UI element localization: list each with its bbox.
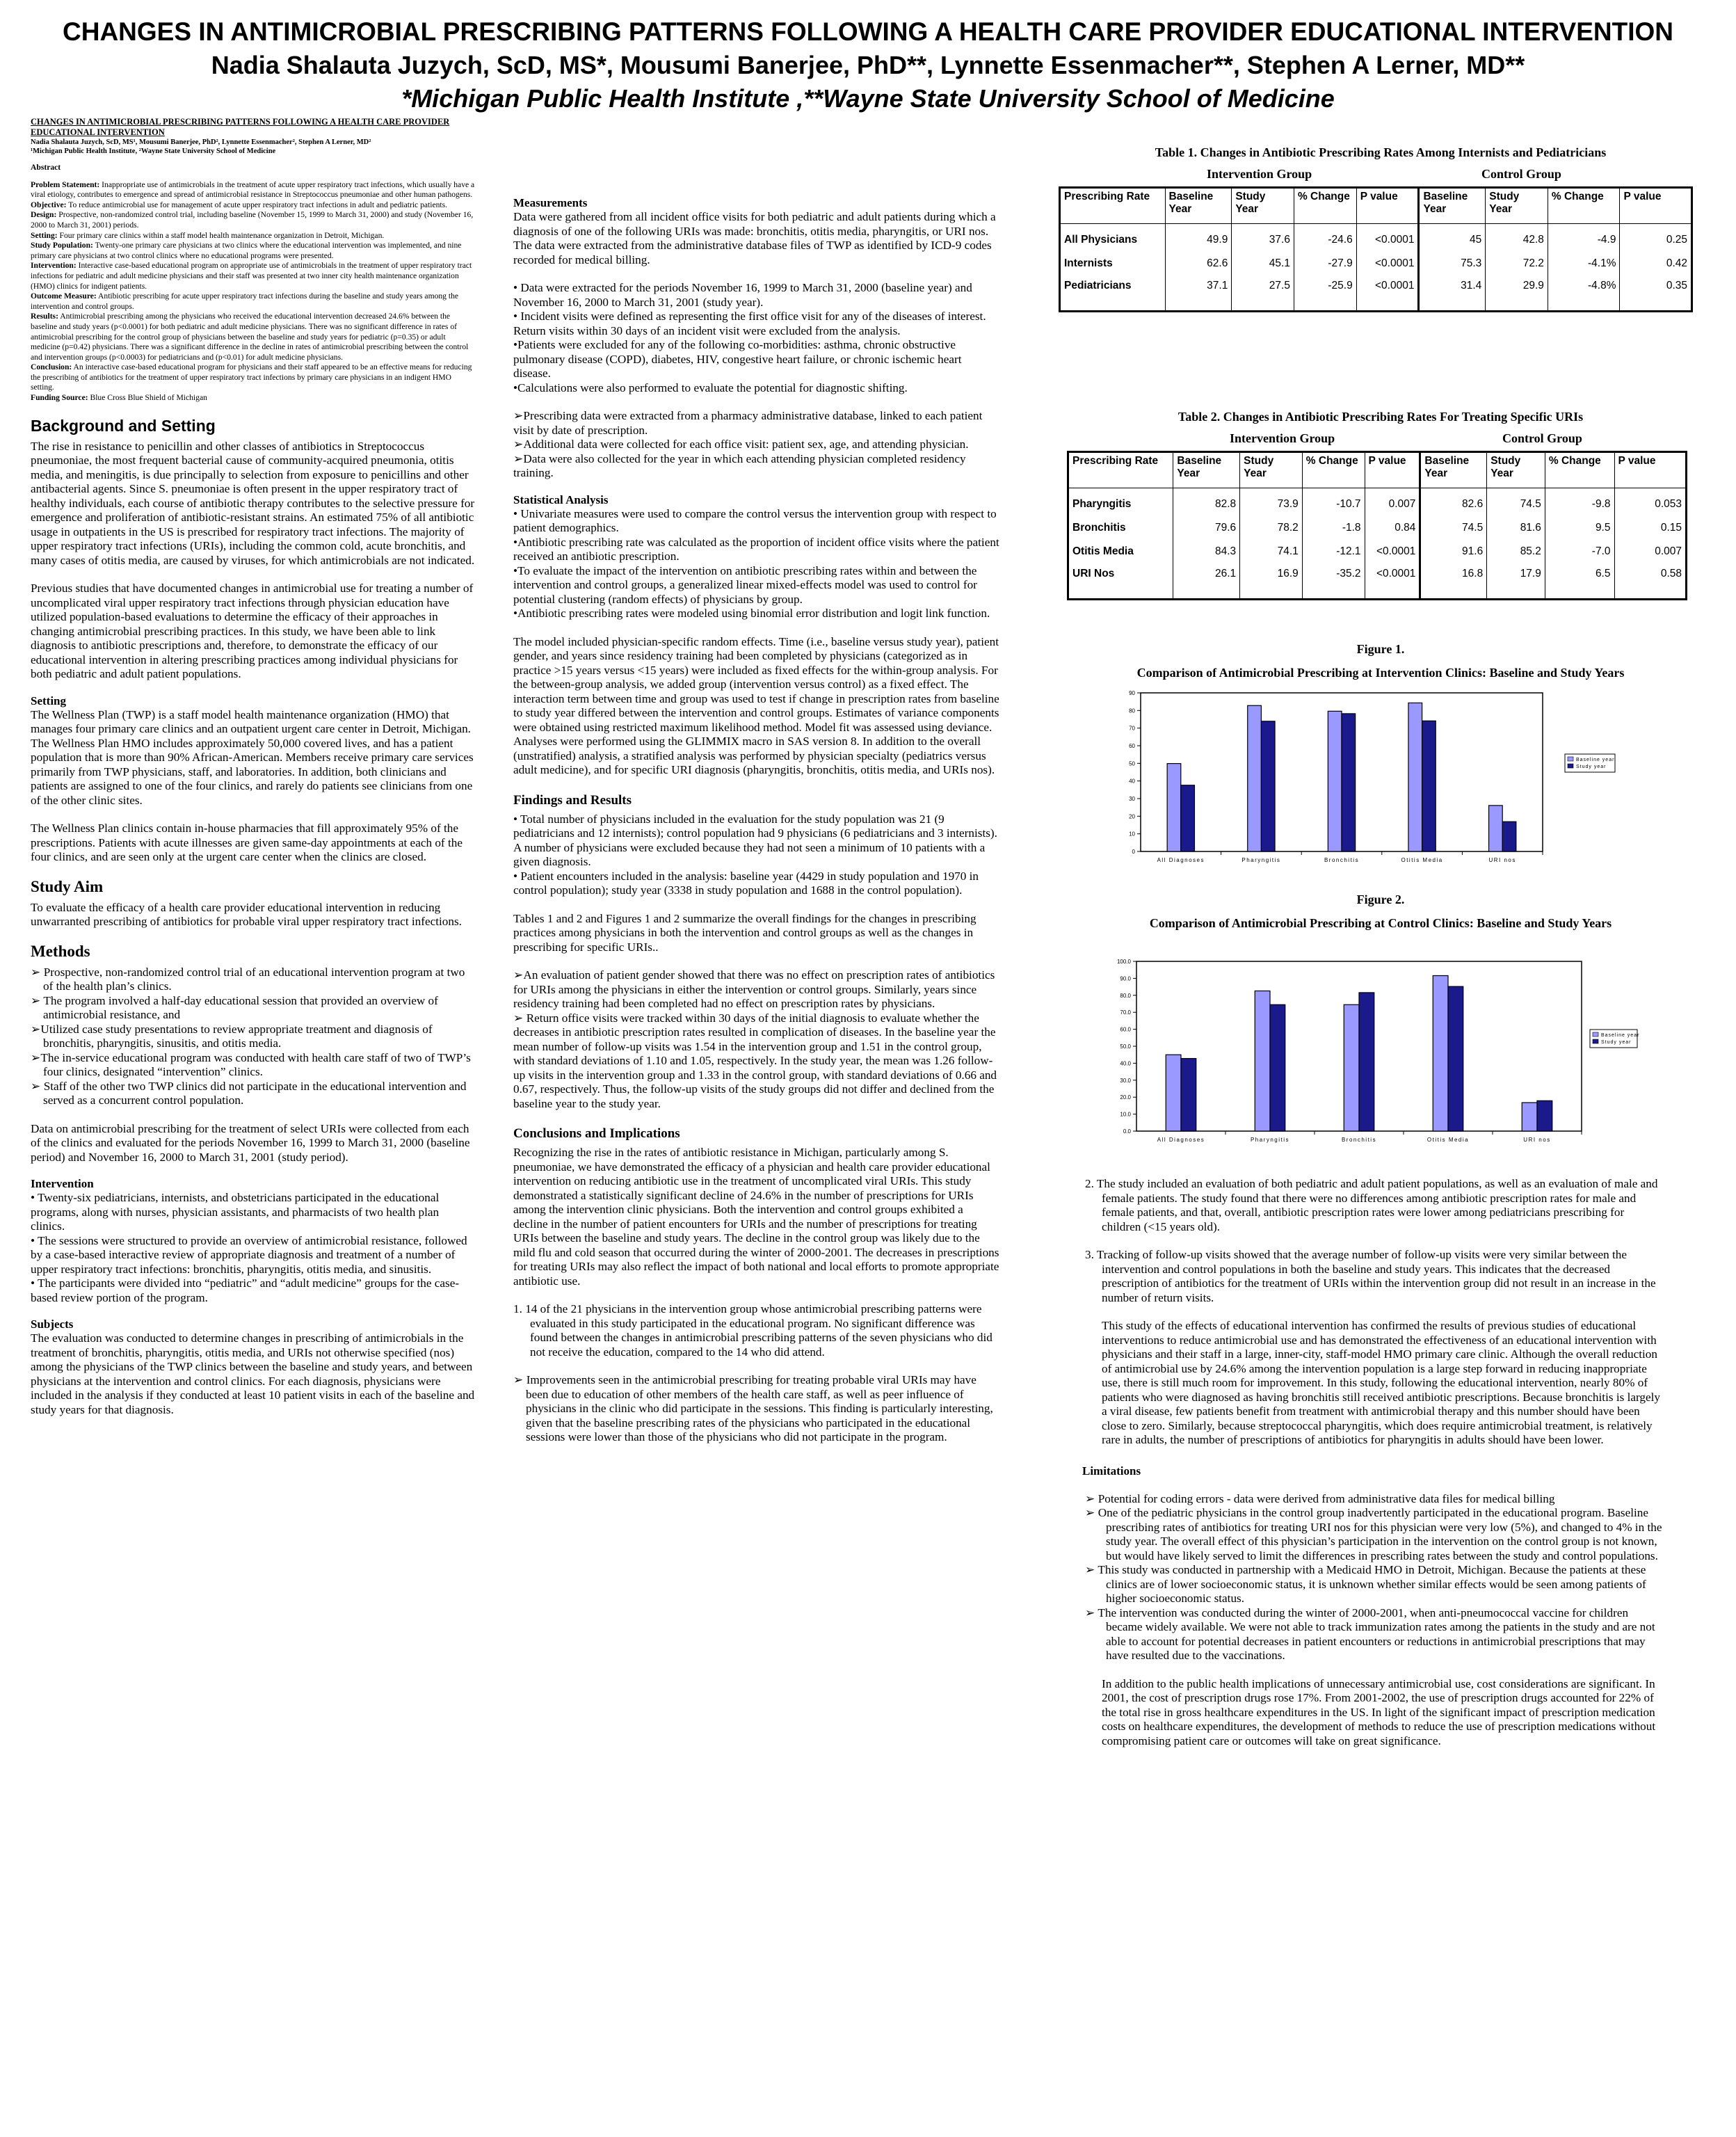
y-tick-label: 0 [1132, 849, 1135, 855]
setting-heading: Setting [31, 694, 66, 707]
table-header-cell: P value [1356, 188, 1419, 224]
table-cell: -4.8% [1548, 275, 1620, 312]
y-tick-label: 0.0 [1123, 1128, 1131, 1135]
table-cell: 75.3 [1419, 252, 1486, 275]
table2-caption: Table 2. Changes in Antibiotic Prescribing Rates For Treating Specific URIs [1178, 410, 1584, 424]
poster-authors: Nadia Shalauta Juzych, ScD, MS*, Mousumi Banerjee, PhD**, Lynnette Essenmacher**, Stephen A Lerner, MD** [211, 51, 1525, 79]
bar-study-year [1422, 721, 1436, 851]
methods-bullet-list [31, 966, 476, 1108]
table-cell: 0.007 [1365, 488, 1420, 516]
y-tick-label: 30 [1129, 796, 1135, 802]
table-header-row [1068, 452, 1687, 488]
x-tick-label: All Diagnoses [1157, 1137, 1205, 1143]
table-cell: 37.1 [1165, 275, 1232, 312]
results-item-3: 3. Tracking of follow-up visits showed that the average number of follow-up visits were very similar between the intervention and control populations in both the baseline and study years. This indicates that the decreased prescription of antibiotics for the treatment of URIs within the intervention group did not result in an increase in the number of return visits. [1085, 1248, 1656, 1304]
table-cell: 27.5 [1232, 275, 1294, 312]
table-cell: 17.9 [1487, 563, 1545, 600]
table-cell: -7.0 [1545, 540, 1614, 563]
y-tick-label: 10 [1129, 831, 1135, 838]
table-cell: 45 [1419, 224, 1486, 252]
table-header-cell: Prescribing Rate [1068, 452, 1173, 488]
abstract-item [31, 261, 476, 291]
abstract-item-text: Antimicrobial prescribing among the physicians who received the educational intervention decreased 24.6% between the baseline and study years (p<0.0001) for both pediatric and adult medicine physicians. There was no significant difference in rates of antimicrobial prescribing for the control group of physicians between the baseline and study years for pediatric (p=0.35) or adult medicine (p=0.42) physicians. There was a significant difference in the decline in rates of antimicrobial prescribing between the control and intervention groups (p<0.0003) for pediatricians and (p<0.01) for adult medicine physicians. [31, 312, 469, 362]
measurements-arrow-item: ➢Prescribing data were extracted from a pharmacy administrative database, linked to each patient visit by date of prescription. [513, 409, 983, 437]
table-cell: 79.6 [1173, 516, 1240, 540]
bar-baseline-year [1166, 1055, 1181, 1131]
limitation-item: ➢ One of the pediatric physicians in the control group inadvertently participated in the educational program. Baseline prescribing rates of antibiotics for treating URI nos for this physician were very low (5%), and changed to 4% in the study year. The overall effect of this physician’s participation in the intervention on the control group is not known, but would have likely served to limit the differences in prescribing rates between the study and control populations. [1085, 1506, 1662, 1562]
table-cell: 74.5 [1420, 516, 1487, 540]
bar-study-year [1261, 721, 1275, 851]
table2-group-labels [1057, 431, 1704, 451]
table-cell: 74.1 [1240, 540, 1303, 563]
table1-group-labels [1057, 167, 1704, 186]
column-left [31, 117, 476, 1417]
limitations-list [1085, 1492, 1662, 1663]
table-cell: 42.8 [1486, 224, 1548, 252]
bar-study-year [1502, 822, 1516, 851]
measurements-arrow-item: ➢Additional data were collected for each office visit: patient sex, age, and attending physician. [513, 438, 969, 451]
abstract-items [31, 180, 476, 403]
background-paragraph-2: Previous studies that have documented changes in antimicrobial use for treating a number of uncomplicated viral upper respiratory tract infections through physician education have utilized population-based evaluations to determine the efficacy of their approaches in changing antimicrobial prescribing practices. In this study, we have been able to link diagnosis to antibiotic prescriptions and, therefore, to demonstrate the efficacy of our educational intervention in altering prescribing practices among individual physicians for both pediatric and adult patient populations. [31, 582, 474, 681]
x-tick-label: All Diagnoses [1157, 857, 1205, 863]
abstract-item-text: Antibiotic prescribing for acute upper respiratory tract infections during the baseline and study years among the intervention and control groups. [31, 291, 459, 311]
table-row-label: All Physicians [1060, 224, 1166, 252]
table-cell: 72.2 [1486, 252, 1548, 275]
abstract-item-label: Study Population: [31, 241, 93, 250]
table2-group-control: Control Group [1502, 431, 1582, 445]
table-cell: 84.3 [1173, 540, 1240, 563]
column-middle [513, 196, 1000, 1445]
legend-label: Study year [1576, 765, 1607, 769]
intervention-bullet: • Twenty-six pediatricians, internists, and obstetricians participated in the educational programs, along with nurses, physician assistants, and pharmacists of two health plan clinics. [31, 1191, 440, 1233]
bar-baseline-year [1489, 806, 1503, 851]
limitation-item: ➢ The intervention was conducted during the winter of 2000-2001, when anti-pneumococcal vaccine for children became widely available. We were not able to track immunization rates among the patients in the study and are not able to account for potential decreases in patient encounters or reductions in antimicrobial prescriptions that may have resulted due to the vaccinations. [1085, 1606, 1655, 1662]
findings-heading: Findings and Results [513, 792, 632, 808]
abstract-item-label: Problem Statement: [31, 179, 100, 189]
table-cell: 6.5 [1545, 563, 1614, 600]
poster-affiliations: *Michigan Public Health Institute ,**Wayne State University School of Medicine [401, 84, 1335, 113]
figure1-title: Comparison of Antimicrobial Prescribing at Intervention Clinics: Baseline and Study Years [1136, 666, 1625, 680]
x-tick-label: URI nos [1488, 857, 1516, 863]
statistical-analysis-heading: Statistical Analysis [513, 493, 609, 506]
table1-caption: Table 1. Changes in Antibiotic Prescribing Rates Among Internists and Pediatricians [1155, 145, 1607, 159]
methods-bullet: ➢ The program involved a half-day educational session that provided an overview of antimicrobial resistance, and [31, 993, 438, 1022]
table-header-cell: P value [1365, 452, 1420, 488]
figure2-caption-block [1057, 892, 1704, 931]
figure1-chart [1120, 689, 1634, 870]
table1 [1059, 186, 1693, 312]
abstract-item-text: To reduce antimicrobial use for management of acute upper respiratory tract infections in adult and pediatric patients. [66, 200, 448, 209]
table-header-cell: % Change [1294, 188, 1356, 224]
table-cell: 49.9 [1165, 224, 1232, 252]
table-cell: <0.0001 [1356, 224, 1419, 252]
legend-label: Baseline year [1601, 1033, 1640, 1038]
table-cell: 0.25 [1620, 224, 1692, 252]
poster-title: CHANGES IN ANTIMICROBIAL PRESCRIBING PATTERNS FOLLOWING A HEALTH CARE PROVIDER EDUCATIONAL INTERVENTION [63, 17, 1673, 46]
x-tick-label: Bronchitis [1341, 1137, 1377, 1143]
y-tick-label: 80 [1129, 707, 1135, 714]
intervention-heading: Intervention [31, 1177, 94, 1191]
table-cell: 0.42 [1620, 252, 1692, 275]
background-paragraph-1: The rise in resistance to penicillin and other classes of antibiotics in Streptococcus pneumoniae, the most frequent bacterial cause of community-acquired pneumonia, otitis media, and meningitis, is due principally to selection from exposure to penicillins and other antibacterial agents. Since S. pneumoniae is often present in the upper respiratory tract of healthy individuals, each course of antibiotic therapy contributes to the selective pressure for emergence and proliferation of antibiotic-resistant strains. An estimated 75% of all antibiotic usage in outpatients in the US is prescribed for respiratory tract infections. The majority of upper respiratory tract infections (URIs), including the common cold, acute bronchitis, and many cases of otitis media, are caused by viruses, for which antimicrobials are not indicated. [31, 439, 475, 567]
poster-header [0, 15, 1736, 115]
table-cell: 74.5 [1487, 488, 1545, 516]
setting-paragraph-1: The Wellness Plan (TWP) is a staff model health maintenance organization (HMO) that manages four primary care clinics and an outpatient urgent care center in Detroit, Michigan. The Wellness Plan HMO includes approximately 50,000 covered lives, and has a patient population that is more than 90% African-American. Members receive primary care services primarily from TWP physicians, staff, and laboratories. In addition, both clinicians and patients are assigned to one of the four clinics, and rarely do patients see clinicians from one of the other clinic sites. [31, 707, 474, 807]
table-header-cell: Baseline Year [1173, 452, 1240, 488]
bar-study-year [1181, 1059, 1196, 1131]
intervention-bullet: • The sessions were structured to provide an overview of antimicrobial resistance, followed by a case-based interactive review of appropriate diagnosis and treatment of a number of upper respiratory tract infections: bronchitis, pharyngitis, otitis media, and sinusitis. [31, 1233, 467, 1276]
measurements-heading: Measurements [513, 196, 588, 209]
results-item-2: 2. The study included an evaluation of both pediatric and adult patient populations, as well as an evaluation of male and female patients. The study found that there were no differences among antibiotic prescription rates for male and female patients, and that, overall, antibiotic prescription rates were lower among pediatricians prescribing for children (<15 years old). [1085, 1177, 1658, 1233]
conclusions-heading: Conclusions and Implications [513, 1126, 680, 1141]
table2-group-intervention: Intervention Group [1230, 431, 1335, 445]
x-tick-label: Otitis Media [1426, 1137, 1470, 1143]
findings-arrows [513, 968, 1000, 1111]
y-tick-label: 90.0 [1120, 975, 1131, 982]
abstract-item-text: Interactive case-based educational program on appropriate use of antimicrobials in the treatment of upper respiratory tract infections for pediatric and adult medicine physicians and their staff was presented at two inner city health maintenance organization (HMO) clinics for indigent patients. [31, 261, 472, 291]
table-row-label: Bronchitis [1068, 516, 1173, 540]
study-aim-heading: Study Aim [31, 877, 104, 895]
abstract-item [31, 312, 476, 362]
abstract-item-text: Twenty-one primary care physicians at two clinics where the educational intervention was implemented, and nine primary care physicians at two control clinics where no educational programs were presented. [31, 241, 462, 260]
legend-swatch [1593, 1039, 1598, 1043]
table-header-cell: Study Year [1232, 188, 1294, 224]
table-row-label: Pediatricians [1060, 275, 1166, 312]
bar-baseline-year [1167, 764, 1181, 851]
y-tick-label: 40 [1129, 778, 1135, 785]
measurements-bullet: • Data were extracted for the periods November 16, 1999 to March 31, 2000 (baseline year) and November 16, 2000 to March 31, 2001 (study year). [513, 281, 972, 309]
abstract-authors: Nadia Shalauta Juzych, ScD, MS¹, Mousumi Banerjee, PhD², Lynnette Essenmacher², Stephen A Lerner, MD² [31, 138, 371, 146]
table-cell: 0.007 [1614, 540, 1687, 563]
findings-arrow-item: ➢An evaluation of patient gender showed that there was no effect on prescription rates of antibiotics for URIs among the physicians in either the intervention or control groups. Similarly, years since residency training had been completed had no effect on prescription rates by physicians. [513, 968, 995, 1010]
abstract-item [31, 362, 476, 393]
table-row [1060, 275, 1692, 312]
bar-baseline-year [1433, 975, 1448, 1131]
bar-study-year [1342, 714, 1356, 851]
table-cell: -9.8 [1545, 488, 1614, 516]
table-row [1068, 563, 1687, 600]
table-header-cell: Prescribing Rate [1060, 188, 1166, 224]
table-cell: 85.2 [1487, 540, 1545, 563]
table-row-label: URI Nos [1068, 563, 1173, 600]
statistical-bullet: •Antibiotic prescribing rate was calculated as the proportion of incident office visits where the patient received an antibiotic prescription. [513, 535, 999, 563]
abstract-item [31, 291, 476, 312]
statistical-bullet: •To evaluate the impact of the intervention on antibiotic prescribing rates within and between the intervention and control groups, a generalized linear mixed-effects model was used to control for potential clustering (random effects) of physicians by group. [513, 563, 977, 606]
table1-block [1057, 145, 1704, 312]
bar-baseline-year [1344, 1005, 1359, 1131]
abstract-heading: Abstract [31, 163, 61, 172]
bar-baseline-year [1248, 705, 1262, 851]
table-cell: <0.0001 [1365, 540, 1420, 563]
table-cell: 16.8 [1420, 563, 1487, 600]
y-tick-label: 80.0 [1120, 992, 1131, 999]
abstract-item [31, 210, 476, 230]
table-header-cell: % Change [1548, 188, 1620, 224]
table-header-cell: P value [1614, 452, 1687, 488]
subjects-heading: Subjects [31, 1318, 74, 1331]
abstract-item-label: Design: [31, 210, 57, 220]
findings-paragraph: Tables 1 and 2 and Figures 1 and 2 summarize the overall findings for the changes in prescribing practices among physicians in both the intervention and control groups as well as the changes in prescribing for specific URIs.. [513, 911, 976, 954]
abstract-item [31, 180, 476, 200]
bar-study-year [1448, 986, 1463, 1131]
table-cell: <0.0001 [1356, 275, 1419, 312]
legend-label: Baseline year [1576, 758, 1615, 762]
table-row [1068, 516, 1687, 540]
table-cell: 37.6 [1232, 224, 1294, 252]
table-cell: 91.6 [1420, 540, 1487, 563]
table1-group-intervention: Intervention Group [1207, 167, 1312, 181]
statistical-bullets [513, 507, 1000, 621]
measurements-paragraph: Data were gathered from all incident office visits for both pediatric and adult patients during which a diagnosis of one of the following URIs was made: bronchitis, otitis media, pharyngitis, or URI nos. The data were extracted from the administrative database files of TWP as identified by ICD-9 codes recorded for medical billing. [513, 210, 996, 266]
table-cell: 81.6 [1487, 516, 1545, 540]
legend-swatch [1568, 764, 1573, 768]
figure1-caption-block [1057, 641, 1704, 680]
table2 [1067, 451, 1687, 600]
table-cell: -12.1 [1302, 540, 1365, 563]
bar-baseline-year [1522, 1103, 1537, 1131]
table-cell: <0.0001 [1356, 252, 1419, 275]
abstract-item-text: Inappropriate use of antimicrobials in the treatment of acute upper respiratory tract infections, which usually have a viral etiology, contributes to emergence and spread of antimicrobial resistance in Streptococcus pneumoniae and other human pathogens. [31, 179, 475, 200]
table-cell: -35.2 [1302, 563, 1365, 600]
abstract-item-text: Four primary care clinics within a staff model health maintenance organization in Detroit, Michigan. [57, 230, 385, 240]
cost-paragraph: In addition to the public health implications of unnecessary antimicrobial use, cost considerations are significant. In 2001, the cost of prescription drugs rose 17%. From 2001-2002, the use of prescription drugs accounted for 22% of the total rise in gross healthcare expenditures in the US. In light of the significant impact of prescription medication costs on healthcare expenditures, the development of methods to reduce the use of prescription medications without compromising patient care or outcomes will take on great significance. [1102, 1676, 1656, 1747]
table-row [1060, 252, 1692, 275]
table-header-cell: Study Year [1487, 452, 1545, 488]
table-row [1060, 224, 1692, 252]
table-cell: 82.8 [1173, 488, 1240, 516]
table-cell: -10.7 [1302, 488, 1365, 516]
abstract-item-label: Objective: [31, 200, 67, 209]
table-cell: -1.8 [1302, 516, 1365, 540]
bar-study-year [1537, 1100, 1552, 1131]
subjects-paragraph: The evaluation was conducted to determine changes in prescribing of antimicrobials in the treatment of bronchitis, pharyngitis, otitis media, and URIs not otherwise specified (nos) among the physicians of the TWP clinics between the baseline and study years, and between physicians at the intervention and control clinics. For each diagnosis, physicians were included in the analysis if they conducted at least 10 patient visits in each of the baseline and study years for that diagnosis. [31, 1331, 475, 1416]
table-cell: -25.9 [1294, 275, 1356, 312]
statistical-paragraph: The model included physician-specific random effects. Time (i.e., baseline versus study year), patient gender, and years since residency training had been completed by physicians (categorized as in practice >15 years versus <15 years) were included as fixed effects for the within-group analysis. For the between-group analysis, we added group (intervention versus control) as a fixed effect. The interaction term between time and group was used to test if change in prescription rates from baseline to study year differed between the intervention and control groups. Estimates of variance components were obtained using restricted maximum likelihood method. Model fit was assessed using deviance. Analyses were performed using the GLIMMIX macro in SAS version 8. In addition to the overall (unstratified) analysis, a stratified analysis was performed by physician specialty (pediatrics versus adult medicine), and for specific URI diagnosis (pharyngitis, bronchitis, otitis media, and URIs nos). [513, 634, 999, 776]
abstract-box [31, 117, 476, 403]
table-cell: 0.84 [1365, 516, 1420, 540]
abstract-item [31, 241, 476, 261]
table-cell: 45.1 [1232, 252, 1294, 275]
table-cell: 0.35 [1620, 275, 1692, 312]
bar-baseline-year [1255, 991, 1270, 1131]
bar-study-year [1270, 1005, 1285, 1131]
setting-paragraph-2: The Wellness Plan clinics contain in-house pharmacies that fill approximately 95% of the prescriptions. Patients with acute illnesses are given same-day appointments at each of the four clinics, and are seen only at the urgent care center when the clinics are closed. [31, 822, 463, 864]
measurements-bullet: •Calculations were also performed to evaluate the potential for diagnostic shifting. [513, 381, 908, 394]
table-header-cell: Baseline Year [1165, 188, 1232, 224]
table-cell: 82.6 [1420, 488, 1487, 516]
methods-bullet: ➢The in-service educational program was conducted with health care staff of two of TWP’s four clinics, designated “intervention” clinics. [31, 1050, 471, 1079]
table-cell: <0.0001 [1365, 563, 1420, 600]
table-header-cell: Study Year [1240, 452, 1303, 488]
statistical-bullet: • Univariate measures were used to compare the control versus the intervention group with respect to patient demographics. [513, 506, 997, 534]
table-cell: -4.9 [1548, 224, 1620, 252]
y-tick-label: 10.0 [1120, 1111, 1131, 1118]
findings-bullets [513, 813, 1000, 898]
abstract-item-text: An interactive case-based educational program for physicians and their staff appeared to be an effective means for reducing the prescribing of antibiotics for the treatment of upper respiratory tract infections by primary care physicians in an indigent HMO setting. [31, 362, 472, 392]
table-cell: 62.6 [1165, 252, 1232, 275]
table-row-label: Otitis Media [1068, 540, 1173, 563]
legend-swatch [1568, 757, 1573, 761]
findings-bullet: • Total number of physicians included in the evaluation for the study population was 21 (9 pediatricians and 12 internists); control population had 9 physicians (6 pediatricians and 3 internists). A number of physicians were excluded because they had not seen a minimum of 10 patients with a given diagnosis. [513, 812, 997, 868]
table-cell: 31.4 [1419, 275, 1486, 312]
table-cell: -24.6 [1294, 224, 1356, 252]
table-row-label: Internists [1060, 252, 1166, 275]
methods-bullet: ➢Utilized case study presentations to review appropriate treatment and diagnosis of bronchitis, pharyngitis, sinusitis, and otitis media. [31, 1022, 433, 1050]
x-tick-label: URI nos [1523, 1137, 1551, 1143]
y-tick-label: 60.0 [1120, 1026, 1131, 1033]
y-tick-label: 60 [1129, 743, 1135, 749]
limitation-item: ➢ This study was conducted in partnership with a Medicaid HMO in Detroit, Michigan. Because the patients at these clinics are of lower socioeconomic status, it is unknown whether similar effects would be seen among patients of higher socioeconomic status. [1085, 1563, 1646, 1605]
x-tick-label: Otitis Media [1401, 857, 1443, 863]
y-tick-label: 20 [1129, 813, 1135, 820]
limitations-heading: Limitations [1082, 1464, 1141, 1478]
table-cell: 9.5 [1545, 516, 1614, 540]
y-tick-label: 70.0 [1120, 1009, 1131, 1016]
methods-bullet: ➢ Staff of the other two TWP clinics did not participate in the educational intervention and served as a concurrent control population. [31, 1079, 467, 1107]
x-tick-label: Pharyngitis [1250, 1137, 1290, 1143]
abstract-item-label: Funding Source: [31, 393, 88, 403]
y-tick-label: 100.0 [1116, 959, 1131, 965]
table-cell: 26.1 [1173, 563, 1240, 600]
measurements-bullet: • Incident visits were defined as representing the first office visit for any of the diseases of interest. Return visits within 30 days of an incident visit were excluded from the analysis. [513, 310, 986, 337]
x-tick-label: Pharyngitis [1241, 857, 1281, 863]
table-header-cell: P value [1620, 188, 1692, 224]
legend-swatch [1593, 1032, 1598, 1037]
table-cell: 0.15 [1614, 516, 1687, 540]
methods-heading: Methods [31, 942, 90, 960]
table-cell: 73.9 [1240, 488, 1303, 516]
abstract-item [31, 231, 476, 241]
table-header-cell: Study Year [1486, 188, 1548, 224]
abstract-item-label: Results: [31, 312, 58, 321]
methods-paragraph: Data on antimicrobial prescribing for the treatment of select URIs were collected from each of the clinics and evaluated for the periods November 16, 1999 to March 31, 2000 (baseline period) and November 16, 2000 to March 31, 2001 (study period). [31, 1121, 470, 1164]
bar-study-year [1359, 993, 1374, 1131]
abstract-item-text: Blue Cross Blue Shield of Michigan [88, 393, 207, 403]
table-header-cell: % Change [1302, 452, 1365, 488]
limitation-item: ➢ Potential for coding errors - data were derived from administrative data files for medical billing [1085, 1491, 1555, 1505]
measurements-bullets [513, 281, 1000, 395]
y-tick-label: 50 [1129, 760, 1135, 767]
y-tick-label: 40.0 [1120, 1060, 1131, 1067]
measurements-bullet: •Patients were excluded for any of the following co-morbidities: asthma, chronic obstructive pulmonary disease (COPD), diabetes, HIV, congestive heart failure, or chronic ischemic heart disease. [513, 338, 962, 380]
bar-study-year [1181, 785, 1195, 851]
conclusions-arrow-item: ➢ Improvements seen in the antimicrobial prescribing for treating probable viral URIs may have been due to education of other members of the health care staff, as well as peer influence of physicians in the clinic who did participate in the sessions. This finding is particularly interesting, given that the baseline prescribing rates of the physicians who participated in the educational sessions were lower than those of the physicians who did not participate in the program. [513, 1373, 993, 1443]
study-aim-paragraph: To evaluate the efficacy of a health care provider educational intervention in reducing unwarranted prescribing of antibiotics for probable viral upper respiratory tract infections. [31, 900, 462, 929]
y-tick-label: 20.0 [1120, 1094, 1131, 1101]
methods-bullet: ➢ Prospective, non-randomized control trial of an educational intervention program at two of the health plan’s clinics. [31, 965, 465, 993]
table-header-cell: % Change [1545, 452, 1614, 488]
legend-label: Study year [1601, 1040, 1632, 1045]
table-cell: -4.1% [1548, 252, 1620, 275]
table-header-row [1060, 188, 1692, 224]
measurements-arrows [513, 409, 1000, 481]
abstract-title: CHANGES IN ANTIMICROBIAL PRESCRIBING PATTERNS FOLLOWING A HEALTH CARE PROVIDER EDUCATIONAL INTERVENTION [31, 117, 450, 137]
effects-paragraph: This study of the effects of educational intervention has confirmed the results of previous studies of educational interventions to reduce antimicrobial use and has demonstrated the effectiveness of an educational intervention with physicians and their staff in a large, inner-city, staff-model HMO primary care clinic. Although the overall reduction of antimicrobial use by 24.6% among the intervention population is a large step forward in reducing inappropriate use, there is still much room for improvement. In this study, following the educational intervention, nearly 80% of patients who were diagnosed as having bronchitis still received antibiotic prescriptions. Because bronchitis is largely a viral disease, few patients benefit from treatment with antimicrobial therapy and this number should have been close to zero. Similarly, because streptococcal pharyngitis, which does require antimicrobial treatment, is relatively rare in adults, the number of prescriptions of antibiotics for pharyngitis in adults should have been lower. [1102, 1319, 1660, 1446]
figure1-label: Figure 1. [1356, 642, 1405, 656]
table2-block [1057, 409, 1704, 600]
abstract-item [31, 200, 476, 211]
measurements-arrow-item: ➢Data were also collected for the year in which each attending physician completed residency training. [513, 451, 966, 479]
table1-group-control: Control Group [1481, 167, 1561, 181]
conclusions-item-1: 1. 14 of the 21 physicians in the intervention group whose antimicrobial prescribing patterns were evaluated in this study participated in the educational program. No significant difference was found between the changes in antimicrobial prescribing patterns of the seven physicians who did not receive the education, compared to the 14 who did attend. [513, 1302, 992, 1359]
x-tick-label: Bronchitis [1324, 857, 1360, 863]
abstract-affiliation: ¹Michigan Public Health Institute, ²Wayne State University School of Medicine [31, 147, 276, 155]
abstract-item-label: Setting: [31, 230, 58, 240]
abstract-item-label: Intervention: [31, 261, 77, 271]
intervention-bullet-list [31, 1191, 476, 1305]
table-cell: 78.2 [1240, 516, 1303, 540]
table-cell: -27.9 [1294, 252, 1356, 275]
figure2-chart [1110, 953, 1646, 1149]
findings-arrow-item: ➢ Return office visits were tracked within 30 days of the initial diagnosis to evaluate whether the decreases in antibiotic prescription rates resulted in complication of diseases. In the baseline year the mean number of follow-up visits was 1.54 in the intervention group and 1.51 in the control group, with standard deviations of 1.10 and 1.05, respectively. In the study year, the mean was 1.26 follow-up visits in the intervention group and 1.33 in the control group, with standard deviations of 0.66 and 0.67, respectively. Thus, the follow-up visits of the study groups did not differ and declined from the baseline year to the study year. [513, 1011, 997, 1110]
statistical-bullet: •Antibiotic prescribing rates were modeled using binomial error distribution and logit link function. [513, 607, 990, 620]
conclusions-paragraph: Recognizing the rise in the rates of antibiotic resistance in Michigan, particularly among S. pneumoniae, we have demonstrated the efficacy of a physician and health care provider educational intervention on reducing antibiotic use in the treatment of uncomplicated viral URIs. This study demonstrated a statistically significant decline of 24.6% in the number of prescriptions for URIs among the intervention clinic physicians. Both the intervention and control groups exhibited a decline in the number of patient encounters for URIs and the number of prescriptions for treating URIs between the baseline and study years. The decline in the control group was likely due to the mild flu and cold season that occurred during the winter of 2000-2001. The decreases in prescriptions for treating URIs may also reflect the impact of both national and local efforts to promote appropriate antibiotic use. [513, 1146, 999, 1288]
table-header-cell: Baseline Year [1420, 452, 1487, 488]
y-tick-label: 50.0 [1120, 1043, 1131, 1050]
abstract-item-label: Conclusion: [31, 362, 72, 372]
figure2-label: Figure 2. [1356, 893, 1405, 906]
bar-baseline-year [1328, 711, 1342, 851]
abstract-item-label: Outcome Measure: [31, 291, 97, 301]
y-tick-label: 90 [1129, 690, 1135, 696]
table-row [1068, 540, 1687, 563]
table-row-label: Pharyngitis [1068, 488, 1173, 516]
table-row [1068, 488, 1687, 516]
figure2-title: Comparison of Antimicrobial Prescribing at Control Clinics: Baseline and Study Years [1149, 916, 1612, 930]
abstract-item-text: Prospective, non-randomized control trial, including baseline (November 15, 1999 to March 31, 2000) and study (November 16, 2000 to March 31, 2001) periods. [31, 210, 474, 230]
table-header-cell: Baseline Year [1419, 188, 1486, 224]
table-cell: 16.9 [1240, 563, 1303, 600]
findings-bullet: • Patient encounters included in the analysis: baseline year (4429 in study population and 1970 in control population); study year (3338 in study population and 1688 in the control population). [513, 869, 979, 897]
bar-baseline-year [1408, 703, 1422, 851]
table-cell: 29.9 [1486, 275, 1548, 312]
table-cell: 0.053 [1614, 488, 1687, 516]
table-cell: 0.58 [1614, 563, 1687, 600]
y-tick-label: 70 [1129, 725, 1135, 732]
column-right-text [1082, 1177, 1662, 1748]
abstract-item [31, 393, 476, 403]
y-tick-label: 30.0 [1120, 1077, 1131, 1084]
background-heading: Background and Setting [31, 416, 216, 435]
intervention-bullet: • The participants were divided into “pediatric” and “adult medicine” groups for the case-based review portion of the program. [31, 1276, 460, 1304]
